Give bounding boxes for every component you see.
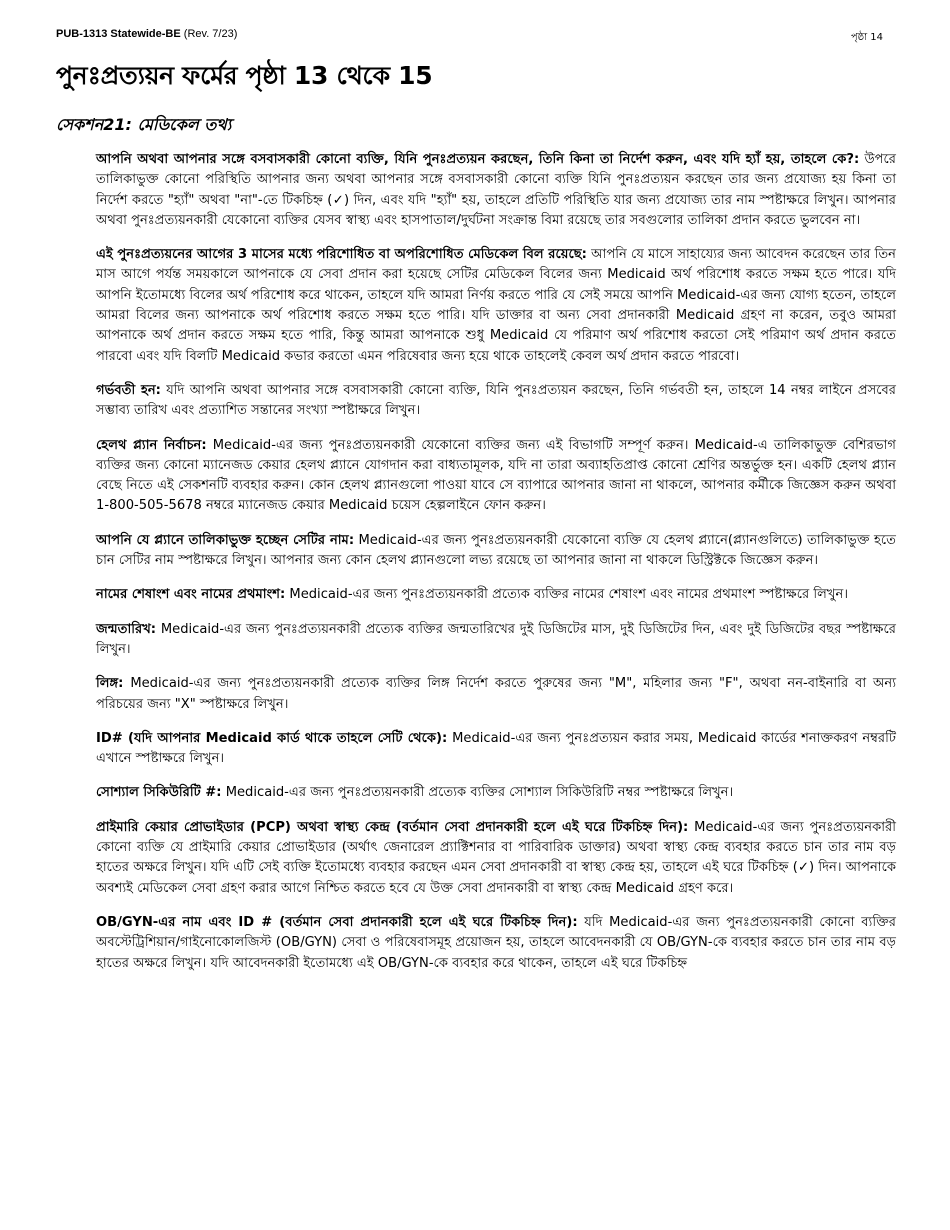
page-title: পুনঃপ্রত্যয়ন ফর্মের পৃষ্ঠা 13 থেকে 15 — [56, 61, 433, 90]
paragraph-text: Medicaid-এর জন্য পুনঃপ্রত্যয়নকারী প্রত্যেক ব্যক্তির নামের শেষাংশ এবং নামের প্রথমাংশ স্পষ্টাক্ষরে লিখুন। — [289, 587, 849, 603]
paragraph-text: Medicaid-এর জন্য পুনঃপ্রত্যয়ন করার সময়, Medicaid কার্ডের শনাক্তকরণ নম্বরটি এখানে স্পষ্টাক্ষরে লিখুন। — [96, 730, 896, 767]
paragraph-lead: জন্মতারিখ: — [96, 621, 157, 637]
paragraph-lead: OB/GYN-এর নাম এবং ID # (বর্তমান সেবা প্রদানকারী হলে এই ঘরে টিকচিহ্ন দিন): — [96, 914, 578, 930]
paragraph-obgyn — [96, 913, 896, 974]
paragraph-lead: নামের শেষাংশ এবং নামের প্রথমাংশ: — [96, 587, 286, 603]
section-heading: সেকশন21: মেডিকেল তথ্য — [56, 115, 232, 134]
paragraph-health-plan-selection — [96, 436, 896, 517]
paragraph-lead: সোশ্যাল সিকিউরিটি #: — [96, 785, 222, 801]
paragraph-lead: গর্ভবতী হন: — [96, 382, 161, 398]
paragraph-pregnant — [96, 381, 896, 422]
paragraph-text: Medicaid-এর জন্য পুনঃপ্রত্যয়নকারী প্রত্যেক ব্যক্তির সোশ্যাল সিকিউরিটি নম্বর স্পষ্টাক্ষরে লিখুন। — [225, 785, 734, 801]
paragraph-text: Medicaid-এর জন্য পুনঃপ্রত্যয়নকারী কোনো ব্যক্তি যে প্রাইমারি কেয়ার প্রোভাইডার (অর্থাৎ জেনারেল প্র্যাক্টিশনার বা পারিবারিক ডাক্তার) অথবা স্বাস্থ্য কেন্দ্র ব্যবহার করতে চান তার নাম বড় হাতের অক্ষরে লিখুন। যদি এটি সেই ব্যক্তি ইতোমধ্যে ব্যবহার করছেন এমন সেবা প্রদানকারী বা স্বাস্থ্য কেন্দ্র হয়, তাহলে এই ঘরে টিকচিহ্ন (✓) দিন। আপনাকে অবশ্যই মেডিকেল সেবা গ্রহণ করার আগে নিশ্চিত করতে হবে যে উক্ত সেবা প্রদানকারী বা স্বাস্থ্য কেন্দ্র Medicaid গ্রহণ করে। — [96, 819, 897, 896]
paragraph-name — [96, 585, 896, 605]
paragraph-lead: আপনি অথবা আপনার সঙ্গে বসবাসকারী কোনো ব্যক্তি, যিনি পুনঃপ্রত্যয়ন করছেন, তিনি কিনা তা নির্দেশ করুন, এবং যদি হ্যাঁ হয়, তাহলে কে?: — [96, 152, 860, 167]
form-code-header — [56, 28, 237, 40]
paragraph-text: আপনি যে মাসে সাহায্যের জন্য আবেদন করেছেন তার তিন মাস আগে পর্যন্ত সময়কালে আপনাকে যে সেবা প্রদান করা হয়েছে সেটির মেডিকেল বিলের জন্য Medicaid অর্থ পরিশোধ করতে সক্ষম হতে পারে। যদি আপনি ইতোমধ্যে বিলের অর্থ পরিশোধ করে থাকেন, তাহলে যদি আমরা নির্ণয় করতে পারি যে সেই সময়ে আপনি Medicaid-এর জন্য যোগ্য হতেন, তাহলে আমরা বিলের জন্য আপনাকে অর্থ পরিশোধ করতে সক্ষম হতে পারি। যদি ডাক্তার বা অন্য সেবা প্রদানকারী Medicaid গ্রহণ না করেন, তবুও আমরা আপনাকে অর্থ প্রদান করতে সক্ষম হতে পারি, কিন্তু আমরা আপনাকে শুধু Medicaid যে পরিমাণ অর্থ পরিশোধ করতো সেই পরিমাণ অর্থ প্রদান করতে পারবো এবং যদি বিলটি Medicaid কভার করতো এমন পরিষেবার জন্য হয়ে থাকে তাহলেই কেবল অর্থ প্রদান করতে পারবো। — [96, 247, 896, 364]
paragraph-text: Medicaid-এর জন্য পুনঃপ্রত্যয়নকারী যেকোনো ব্যক্তির জন্য এই বিভাগটি সম্পূর্ণ করুন। Medicaid-এ তালিকাভুক্ত বেশিরভাগ ব্যক্তির জন্য কোনো ম্যানেজড কেয়ার হেলথ প্ল্যানে যোগদান করা বাধ্যতামূলক, যদি না তারা অব্যাহতিপ্রাপ্ত কোনো শ্রেণির অন্তর্ভুক্ত হন। একটি হেলথ প্ল্যান বেছে নিতে এই সেকশনটি ব্যবহার করুন। কোন হেলথ প্ল্যানগুলো পাওয়া যাবে সে ব্যাপারে আপনার জানা না থাকলে, আপনার কর্মীকে জিজ্ঞেস করুন অথবা 1-800-505-5678 নম্বরে ম্যানেজড কেয়ার Medicaid চয়েস হেল্পলাইনে ফোন করুন। — [96, 437, 896, 514]
paragraph-plan-name — [96, 531, 896, 572]
paragraph-lead: হেলথ প্ল্যান নির্বাচন: — [96, 437, 207, 453]
paragraph-text: যদি Medicaid-এর জন্য পুনঃপ্রত্যয়নকারী কোনো ব্যক্তির অবস্টেট্রিশিয়ান/গাইনোকোলজিস্ট (OB/GYN) সেবা ও পরিষেবাসমূহ প্রয়োজন হয়, তাহলে আবেদনকারী যে OB/GYN-কে ব্যবহার করতে চান তার নাম বড় হাতের অক্ষরে লিখুন। যদি আবেদনকারী ইতোমধ্যে এই OB/GYN-কে ব্যবহার করে থাকেন, তাহলে এই ঘরে টিকচিহ্ন — [96, 914, 896, 971]
instructions-body — [96, 150, 896, 988]
form-code: PUB-1313 Statewide-BE — [56, 28, 181, 40]
paragraph-primary-care-provider — [96, 818, 896, 899]
paragraph-social-security — [96, 783, 896, 803]
page-number: পৃষ্ঠা 14 — [850, 32, 883, 43]
paragraph-text: Medicaid-এর জন্য পুনঃপ্রত্যয়নকারী যেকোনো ব্যক্তি যে হেলথ প্ল্যানে(প্ল্যানগুলিতে) তালিকাভুক্ত হতে চান সেটির নাম স্পষ্টাক্ষরে লিখুন। আপনার জন্য কোন হেলথ প্ল্যানগুলো লভ্য রয়েছে তা আপনার জানা না থাকলে ডিস্ট্রিক্টকে জিজ্ঞেস করুন। — [96, 532, 896, 569]
paragraph-lead: এই পুনঃপ্রত্যয়নের আগের 3 মাসের মধ্যে পরিশোধিত বা অপরিশোধিত মেডিকেল বিল রয়েছে: — [96, 247, 587, 263]
paragraph-sex — [96, 674, 896, 715]
paragraph-lead: লিঙ্গ: — [96, 676, 124, 692]
paragraph-text: Medicaid-এর জন্য পুনঃপ্রত্যয়নকারী প্রত্যেক ব্যক্তির জন্মতারিখের দুই ডিজিটের মাস, দুই ডিজিটের দিন, এবং দুই ডিজিটের বছর স্পষ্টাক্ষরে লিখুন। — [96, 621, 896, 657]
paragraph-id-number — [96, 729, 896, 770]
paragraph-text: উপরে তালিকাভুক্ত কোনো পরিস্থিতি আপনার জন্য অথবা আপনার সঙ্গে বসবাসকারী কোনো ব্যক্তি যিনি পুনঃপ্রত্যয়ন করছেন তার জন্য প্রযোজ্য হয় কিনা তা নির্দেশ করতে "হ্যাঁ" অথবা "না"-তে টিকচিহ্ন (✓) দিন, এবং যদি "হ্যাঁ" হয়, তাহলে প্রতিটি পরিস্থিতি যার জন্য প্রযোজ্য তার নাম স্পষ্টাক্ষরে লিখুন। আপনার অথবা পুনঃপ্রত্যয়নকারী যেকোনো ব্যক্তির যেসব স্বাস্থ্য এবং হাসপাতাল/দুর্ঘটনা সংক্রান্ত বিমা রয়েছে তার সবগুলোর তালিকা প্রদান করতে ভুলবেন না। — [96, 152, 896, 228]
paragraph-lead: প্রাইমারি কেয়ার প্রোভাইডার (PCP) অথবা স্বাস্থ্য কেন্দ্র (বর্তমান সেবা প্রদানকারী হলে এই ঘরে টিকচিহ্ন দিন): — [96, 819, 689, 835]
paragraph-household-member — [96, 150, 896, 231]
paragraph-birth-date — [96, 620, 896, 661]
paragraph-text: যদি আপনি অথবা আপনার সঙ্গে বসবাসকারী কোনো ব্যক্তি, যিনি পুনঃপ্রত্যয়ন করছেন, তিনি গর্ভবতী হন, তাহলে 14 নম্বর লাইনে প্রসবের সম্ভাব্য তারিখ এবং প্রত্যাশিত সন্তানের সংখ্যা স্পষ্টাক্ষরে লিখুন। — [96, 382, 897, 419]
paragraph-lead: ID# (যদি আপনার Medicaid কার্ড থাকে তাহলে সেটি থেকে): — [96, 730, 448, 746]
form-revision: (Rev. 7/23) — [183, 28, 238, 40]
paragraph-lead: আপনি যে প্ল্যানে তালিকাভুক্ত হচ্ছেন সেটির নাম: — [96, 532, 355, 548]
paragraph-medical-bills — [96, 245, 896, 367]
paragraph-text: Medicaid-এর জন্য পুনঃপ্রত্যয়নকারী প্রত্যেক ব্যক্তির লিঙ্গ নির্দেশ করতে পুরুষের জন্য "M", মহিলার জন্য "F", অথবা নন-বাইনারি বা অন্য পরিচয়ের জন্য "X" স্পষ্টাক্ষরে লিখুন। — [96, 676, 897, 712]
